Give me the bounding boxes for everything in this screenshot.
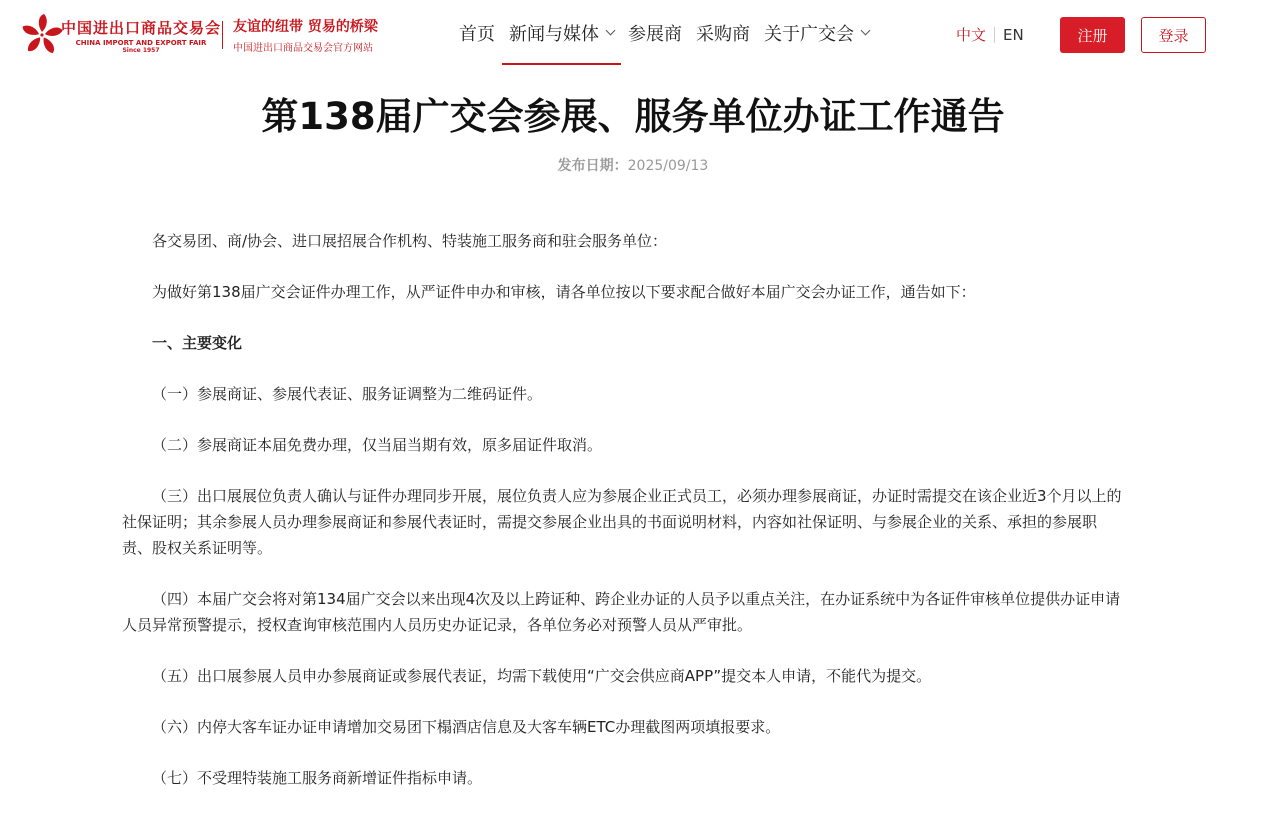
lang-english-link[interactable]: EN [1003,25,1024,44]
site-header [0,0,1266,70]
article-paragraph: （五）出口展参展人员申办参展商证或参展代表证，均需下载使用“广交会供应商APP”提交本人申请，不能代为提交。 [152,667,932,685]
logo-divider [222,21,223,49]
chevron-down-icon [861,26,871,36]
site-subtitle: 中国进出口商品交易会官方网站 [233,43,373,54]
nav-item-about[interactable] [757,0,876,66]
chevron-down-icon [606,26,616,36]
canton-fair-flower-icon [20,13,64,57]
slogan-text: 友谊的纽带 贸易的桥梁 [233,19,378,35]
site-logo[interactable] [20,12,420,58]
section-heading: 一、主要变化 [152,334,243,352]
nav-item-buyers[interactable] [689,0,757,66]
article-body [122,228,1122,816]
nav-item-exhibitors[interactable] [621,0,689,66]
article-paragraph: 各交易团、商/协会、进口展招展合作机构、特装施工服务商和驻会服务单位： [152,232,668,250]
language-switcher [956,24,1024,45]
article-paragraph: （六）内停大客车证办证申请增加交易团下榻酒店信息及大客车辆ETC办理截图两项填报要求。 [152,718,781,736]
login-button[interactable]: 登录 [1141,17,1206,53]
register-button[interactable]: 注册 [1060,17,1125,53]
logo-name-cn: 中国进出口商品交易会 [61,18,222,37]
article-paragraph: （三）出口展展位负责人确认与证件办理同步开展，展位负责人应为参展企业正式员工，必须办理参展商证，办证时需提交在该企业近3个月以上的社保证明；其余参展人员办理参展商证和参展代表证时，需提交参展企业出具的书面说明材料，内容如社保证明、与参展企业的关系、承担的参展职责、股权关系证明等。 [122,487,1122,557]
nav-item-label: 参展商 [628,24,682,45]
article-paragraph: （二）参展商证本届免费办理，仅当届当期有效，原多届证件取消。 [152,436,603,454]
main-nav [452,0,876,66]
nav-item-label: 关于广交会 [764,24,854,45]
lang-divider [994,27,995,43]
article-meta [0,155,1266,175]
article-paragraph: （七）不受理特装施工服务商新增证件指标申请。 [152,769,483,787]
logo-slogan [233,16,378,54]
article-paragraph: 为做好第138届广交会证件办理工作，从严证件申办和审核，请各单位按以下要求配合做好本届广交会办证工作，通告如下： [152,283,976,301]
publish-date: 2025/09/13 [627,158,709,174]
publish-date-label: 发布日期： [557,158,628,174]
nav-item-label: 采购商 [696,24,750,45]
lang-chinese-link[interactable]: 中文 [956,26,987,44]
article-title: 第138届广交会参展、服务单位办证工作通告 [261,95,1005,138]
nav-item-news-media[interactable] [502,0,621,66]
logo-name-en: CHINA IMPORT AND EXPORT FAIR [75,38,207,47]
nav-item-label: 首页 [459,24,495,45]
nav-item-home[interactable] [452,0,502,66]
logo-wordmark [61,17,222,54]
nav-item-label: 新闻与媒体 [509,24,599,45]
article-paragraph: （一）参展商证、参展代表证、服务证调整为二维码证件。 [152,385,543,403]
logo-since: Since 1957 [122,46,160,54]
article-paragraph: （四）本届广交会将对第134届广交会以来出现4次及以上跨证种、跨企业办证的人员予以重点关注，在办证系统中为各证件审核单位提供办证申请人员异常预警提示，授权查询审核范围内人员历史办证记录，各单位务必对预警人员从严审批。 [122,590,1121,634]
